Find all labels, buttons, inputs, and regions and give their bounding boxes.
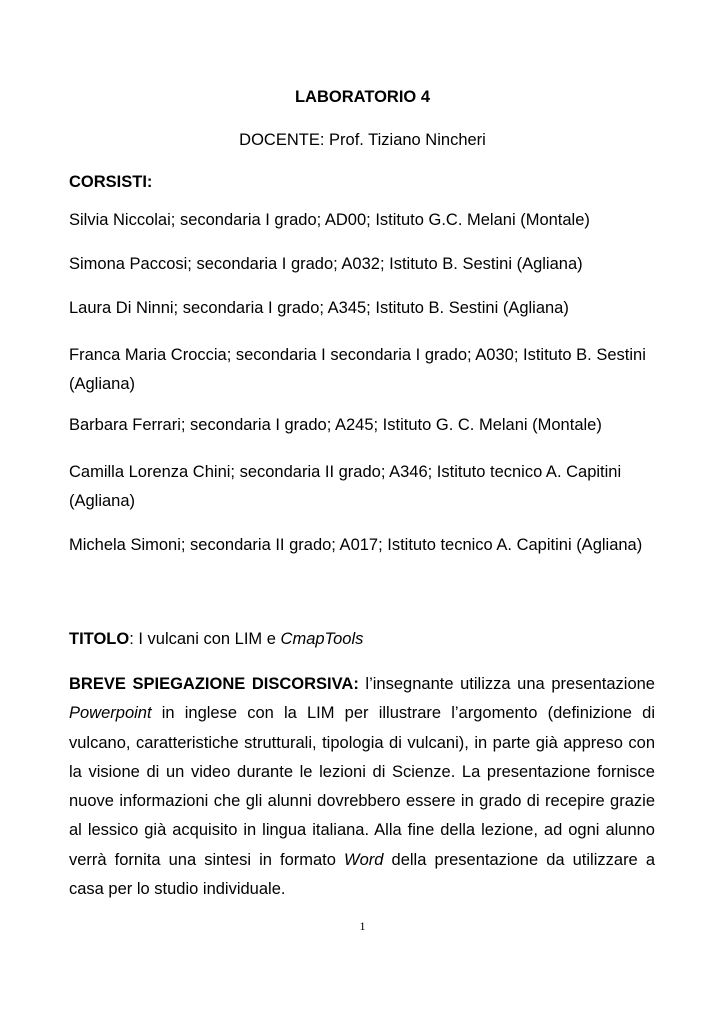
spiegazione-paragraph	[69, 670, 655, 904]
spiegazione-text-2: in inglese con la LIM per illustrare l’argomento (definizione di vulcano, caratteristiche strutturali, tipologia di vulcani), in parte già appreso con la visione di un video durante le lezioni di Scienze. La presentazione fornisce nuove informazioni che gli alunni dovrebbero essere in grado di recepire grazie al lessico già acquisito in lingua italiana. Alla fine della lezione, ad ogni alunno verrà fornita una sintesi in formato	[69, 704, 655, 869]
teacher-line: DOCENTE: Prof. Tiziano Nincheri	[239, 131, 486, 149]
document-title: LABORATORIO 4	[294, 88, 431, 106]
student-entry: Michela Simoni; secondaria II grado; A017; Istituto tecnico A. Capitini (Agliana)	[69, 536, 643, 554]
student-entry: Silvia Niccolai; secondaria I grado; AD00; Istituto G.C. Melani (Montale)	[69, 211, 590, 229]
student-entry: Simona Paccosi; secondaria I grado; A032; Istituto B. Sestini (Agliana)	[69, 255, 583, 273]
titolo-label: TITOLO	[69, 630, 130, 648]
titolo-tool-name: CmapTools	[280, 630, 364, 648]
student-entry: Camilla Lorenza Chini; secondaria II grado; A346; Istituto tecnico A. Capitini (Agliana)	[69, 463, 622, 510]
spiegazione-italic-powerpoint: Powerpoint	[69, 704, 152, 723]
spiegazione-label: BREVE SPIEGAZIONE DISCORSIVA:	[69, 675, 359, 693]
spiegazione-text-3: della presentazione da utilizzare a casa per lo studio individuale.	[69, 850, 655, 899]
titolo-text: : I vulcani con LIM e	[129, 630, 281, 648]
corsisti-label: CORSISTI:	[69, 173, 153, 191]
titolo-line	[69, 628, 659, 650]
student-entry: Laura Di Ninni; secondaria I grado; A345; Istituto B. Sestini (Agliana)	[69, 299, 569, 317]
student-entry: Franca Maria Croccia; secondaria I secondaria I grado; A030; Istituto B. Sestini (Agliana)	[69, 346, 646, 393]
page-number: 1	[359, 919, 366, 933]
spiegazione-italic-word: Word	[344, 850, 384, 869]
student-entry: Barbara Ferrari; secondaria I grado; A245; Istituto G. C. Melani (Montale)	[69, 416, 602, 434]
students-list	[69, 209, 659, 575]
spiegazione-text-1: l’insegnante utilizza una presentazione	[358, 675, 655, 693]
